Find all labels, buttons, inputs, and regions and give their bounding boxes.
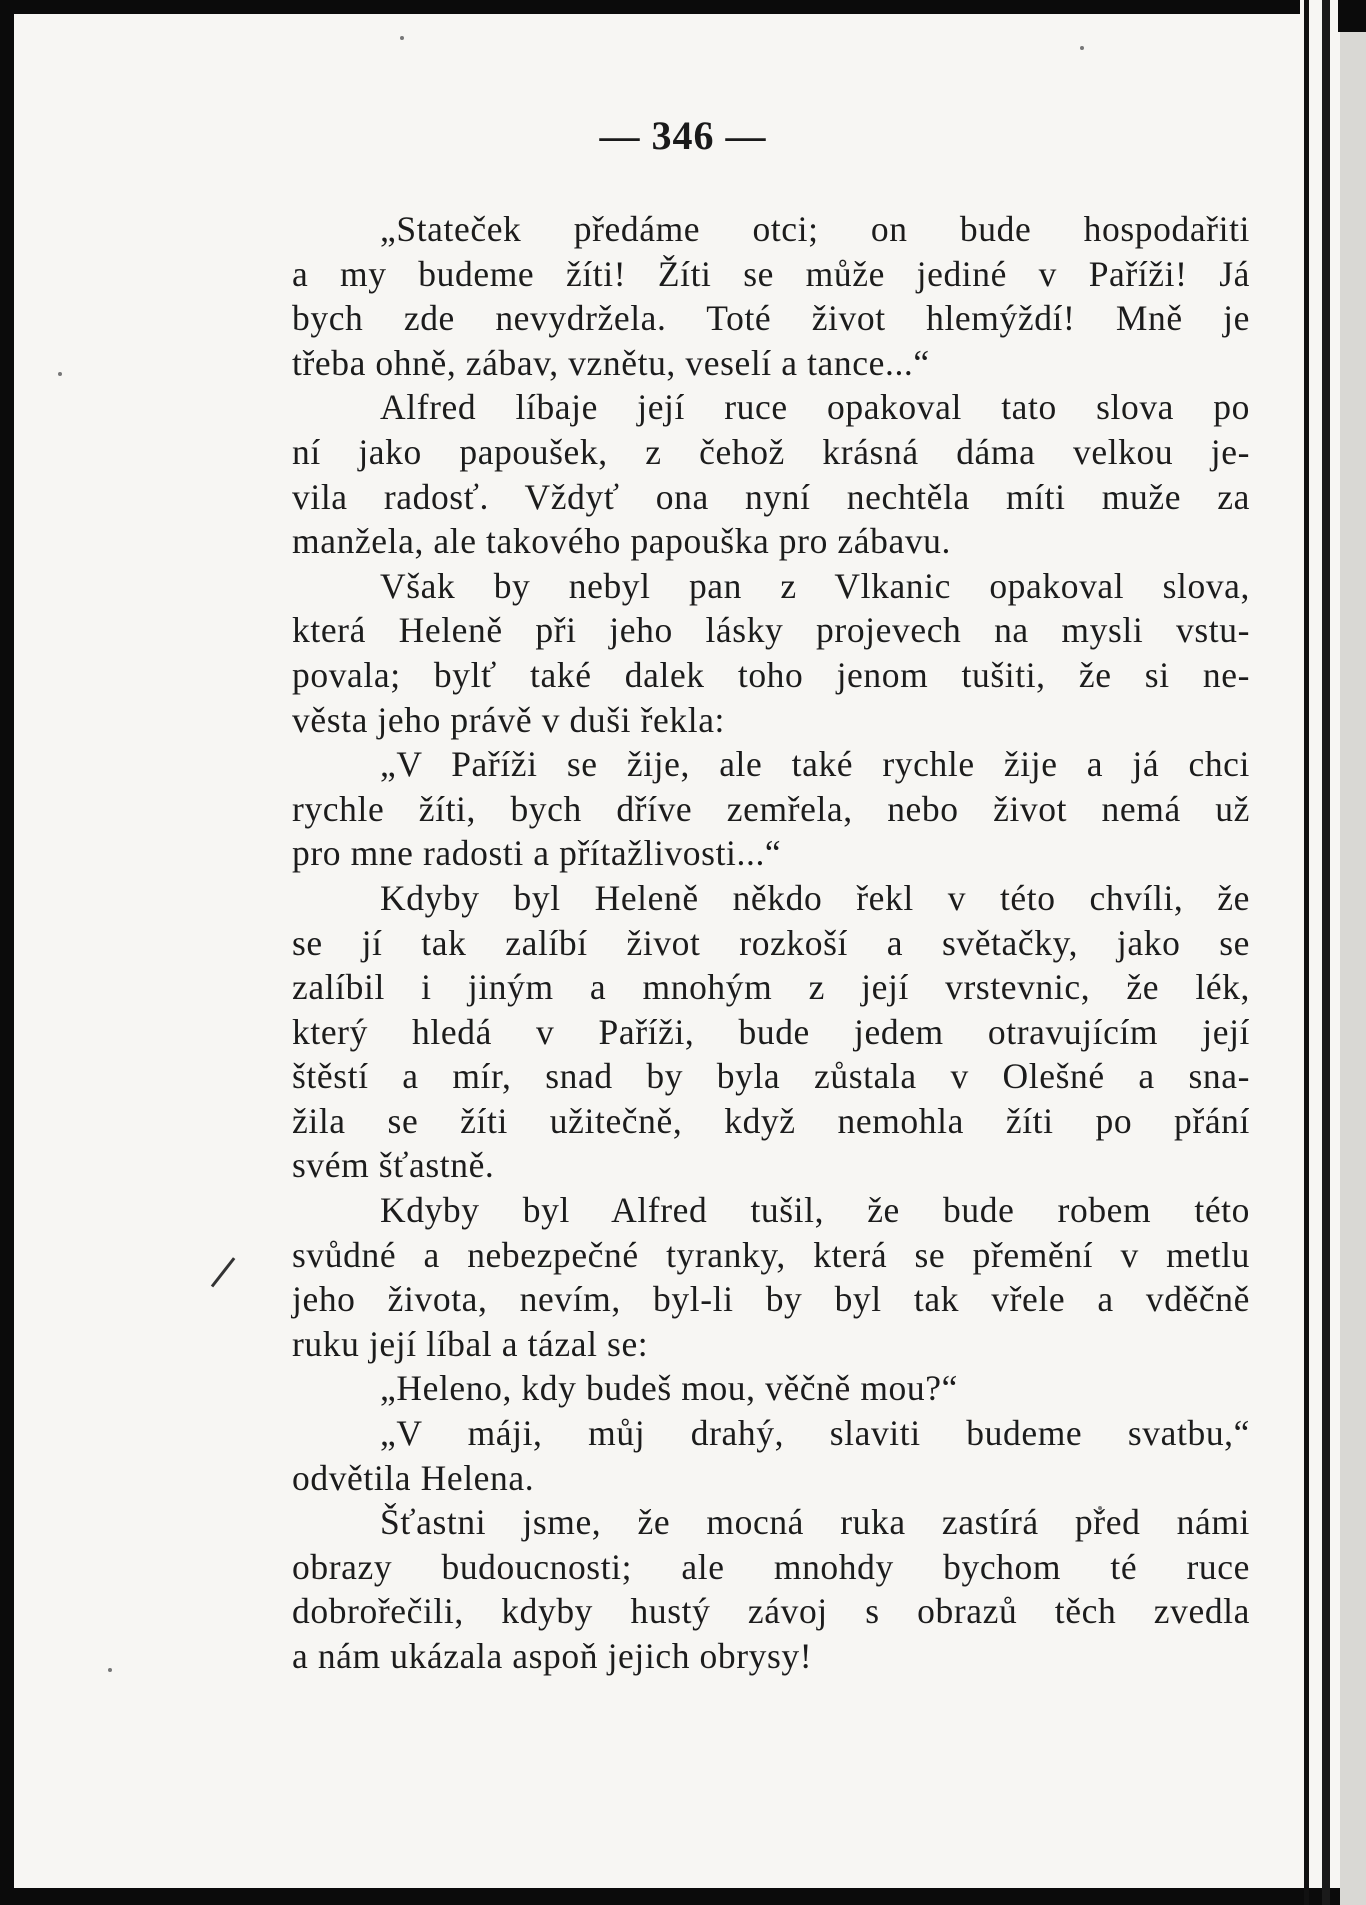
scan-border-right-strip (1322, 0, 1330, 1905)
paragraph (292, 564, 1250, 742)
text-line: ní jako papoušek, z čehož krásná dáma velkou je- (292, 431, 1250, 472)
text-line: a nám ukázala aspoň jejich obrysy! (292, 1636, 813, 1676)
text-line: Alfred líbaje její ruce opakoval tato slova po (380, 387, 1250, 428)
scan-border-right-line (1304, 0, 1309, 1905)
paragraph (292, 207, 1250, 385)
paragraph (292, 876, 1250, 1188)
paragraph (292, 1366, 1250, 1411)
text-line: svém šťastně. (292, 1145, 495, 1186)
paragraph (292, 385, 1250, 563)
margin-pencil-mark (211, 1257, 236, 1287)
text-line: „Heleno, kdy budeš mou, věčně mou?“ (380, 1368, 958, 1409)
scan-speck (58, 372, 62, 376)
text-line: „V máji, můj drahý, slaviti budeme svatbu,“ (380, 1413, 1250, 1454)
scan-border-top (0, 0, 1300, 14)
text-line: zalíbil i jiným a mnohým z její vrstevnic, že lék, (292, 967, 1250, 1008)
paragraph (292, 1500, 1250, 1678)
text-line: která Heleně při jeho lásky projevech na mysli vstu- (292, 610, 1250, 651)
text-line: odvětila Helena. (292, 1457, 535, 1498)
text-line: obrazy budoucnosti; ale mnohdy bychom té ruce (292, 1546, 1250, 1587)
scan-border-right-band (1340, 0, 1366, 1905)
text-line: „V Paříži se žije, ale také rychle žije a já chci (380, 744, 1250, 785)
text-line: který hledá v Paříži, bude jedem otravujícím její (292, 1011, 1250, 1052)
scan-speck (1080, 46, 1084, 50)
text-line: třeba ohně, zábav, vznětu, veselí a tance...“ (292, 342, 930, 383)
text-line: Kdyby byl Alfred tušil, že bude robem této (380, 1190, 1250, 1231)
text-line: pro mne radosti a přítažlivosti...“ (292, 833, 782, 874)
text-line: dobrořečili, kdyby hustý závoj s obrazů těch zvedla (292, 1591, 1250, 1632)
scan-corner-mark (1338, 0, 1366, 32)
scan-border-left (0, 0, 14, 1905)
text-line: manžela, ale takového papouška pro zábavu. (292, 521, 951, 562)
text-line: rychle žíti, bych dříve zemřela, nebo život nemá už (292, 788, 1250, 829)
text-line: „Stateček předáme otci; on bude hospodařiti (380, 209, 1250, 249)
text-line: Kdyby byl Heleně někdo řekl v této chvíli, že (380, 877, 1250, 918)
text-line: žila se žíti užitečně, když nemohla žíti po přání (292, 1100, 1250, 1141)
scan-speck (400, 36, 404, 40)
paragraph (292, 1411, 1250, 1500)
text-line: jeho života, nevím, byl-li by byl tak vřele a vděčně (292, 1279, 1250, 1320)
page-number: — 346 — (599, 113, 767, 158)
text-line: se jí tak zalíbí život rozkoší a světačky, jako se (292, 922, 1250, 963)
text-line: ruku její líbal a tázal se: (292, 1323, 649, 1364)
text-line: vila radosť. Vždyť ona nyní nechtěla míti muže za (292, 476, 1250, 517)
scan-speck (108, 1668, 112, 1672)
text-line: bych zde nevydržela. Toté život hlemýždí! Mně je (292, 298, 1250, 339)
paragraph (292, 1188, 1250, 1366)
text-line: Šťastni jsme, že mocná ruka zastírá před námi (380, 1502, 1250, 1543)
text-line: Však by nebyl pan z Vlkanic opakoval slova, (380, 565, 1250, 606)
text-line: povala; bylť také dalek toho jenom tušiti, že si ne- (292, 654, 1250, 695)
paragraph (292, 742, 1250, 876)
text-line: svůdné a nebezpečné tyranky, která se přemění v metlu (292, 1234, 1250, 1275)
text-line: štěstí a mír, snad by byla zůstala v Olešné a sna- (292, 1056, 1250, 1097)
body-text (292, 207, 1250, 1679)
text-line: a my budeme žíti! Žíti se může jediné v Paříži! Já (292, 253, 1250, 294)
scan-border-bottom (0, 1888, 1366, 1905)
text-line: věsta jeho právě v duši řekla: (292, 699, 726, 740)
